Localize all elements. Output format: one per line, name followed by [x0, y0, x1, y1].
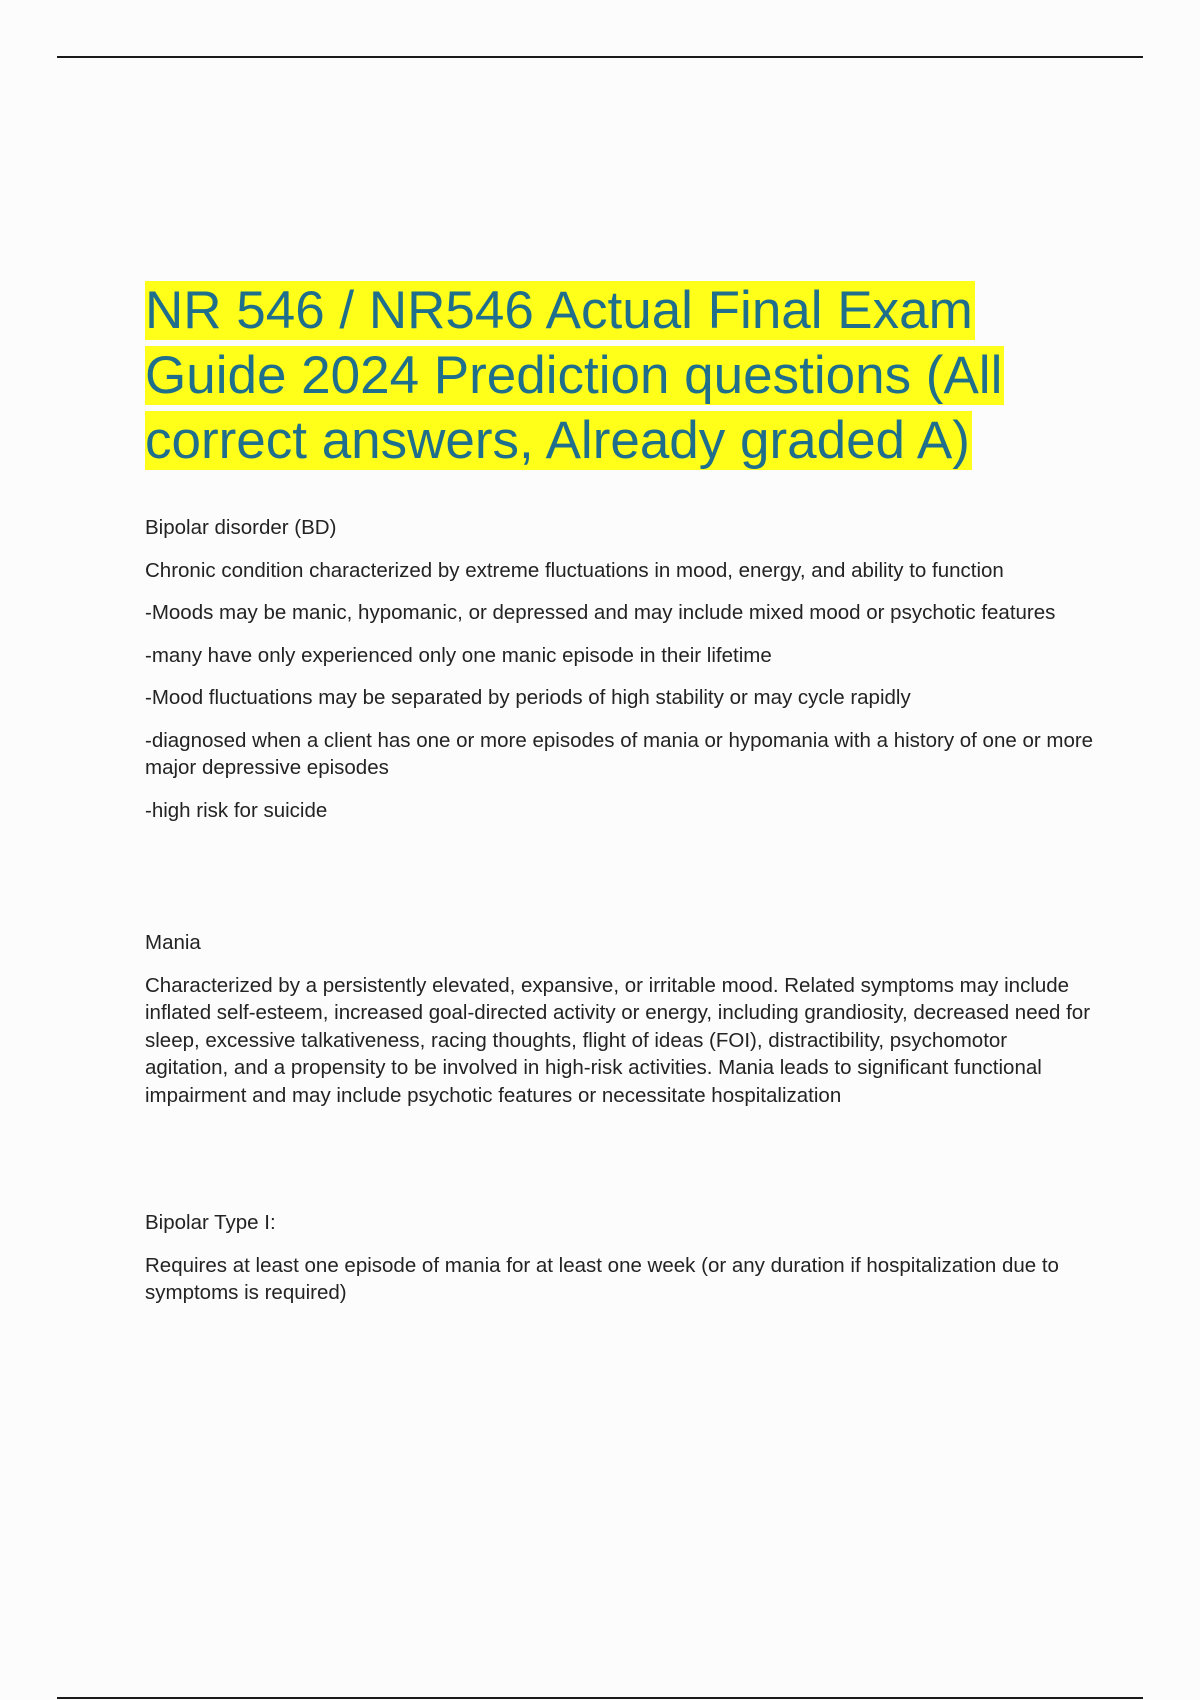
- document-title: [145, 278, 1045, 473]
- definition-line: -diagnosed when a client has one or more episodes of mania or hypomania with a history of one or more major depressive episodes: [145, 728, 1094, 779]
- section-spacer: [145, 839, 1095, 929]
- definition-line: Characterized by a persistently elevated, expansive, or irritable mood. Related symptoms may include inflated self-esteem, increased goal-directed activity or energy, including grandiosity, decreased need for sleep, excessive talkativeness, racing thoughts, flight of ideas (FOI), distractibility, psychomotor agitation, and a propensity to be involved in high-risk activities. Mania leads to significant functional impairment and may include psychotic features or necessitate hospitalization: [145, 973, 1091, 1107]
- definition-line: -many have only experienced only one manic episode in their lifetime: [145, 643, 772, 667]
- document-body: [145, 514, 1095, 1322]
- definition-line: -Mood fluctuations may be separated by periods of high stability or may cycle rapidly: [145, 686, 911, 709]
- top-rule: [57, 56, 1143, 58]
- bottom-rule: [57, 1697, 1143, 1699]
- term-bipolar-type-1: Bipolar Type I:: [145, 1211, 276, 1234]
- term-bipolar-disorder: Bipolar disorder (BD): [145, 516, 337, 539]
- term-mania: Mania: [145, 931, 201, 954]
- section-spacer: [145, 1124, 1095, 1209]
- definition-line: Chronic condition characterized by extreme fluctuations in mood, energy, and ability to function: [145, 558, 1004, 582]
- definition-line: -high risk for suicide: [145, 798, 328, 822]
- definition-line: -Moods may be manic, hypomanic, or depressed and may include mixed mood or psychotic features: [145, 601, 1056, 624]
- title-highlight: NR 546 / NR546 Actual Final Exam Guide 2024 Prediction questions (All correct answers, Already graded A): [145, 281, 1003, 470]
- definition-line: Requires at least one episode of mania for at least one week (or any duration if hospitalization due to symptoms is required): [145, 1253, 1059, 1304]
